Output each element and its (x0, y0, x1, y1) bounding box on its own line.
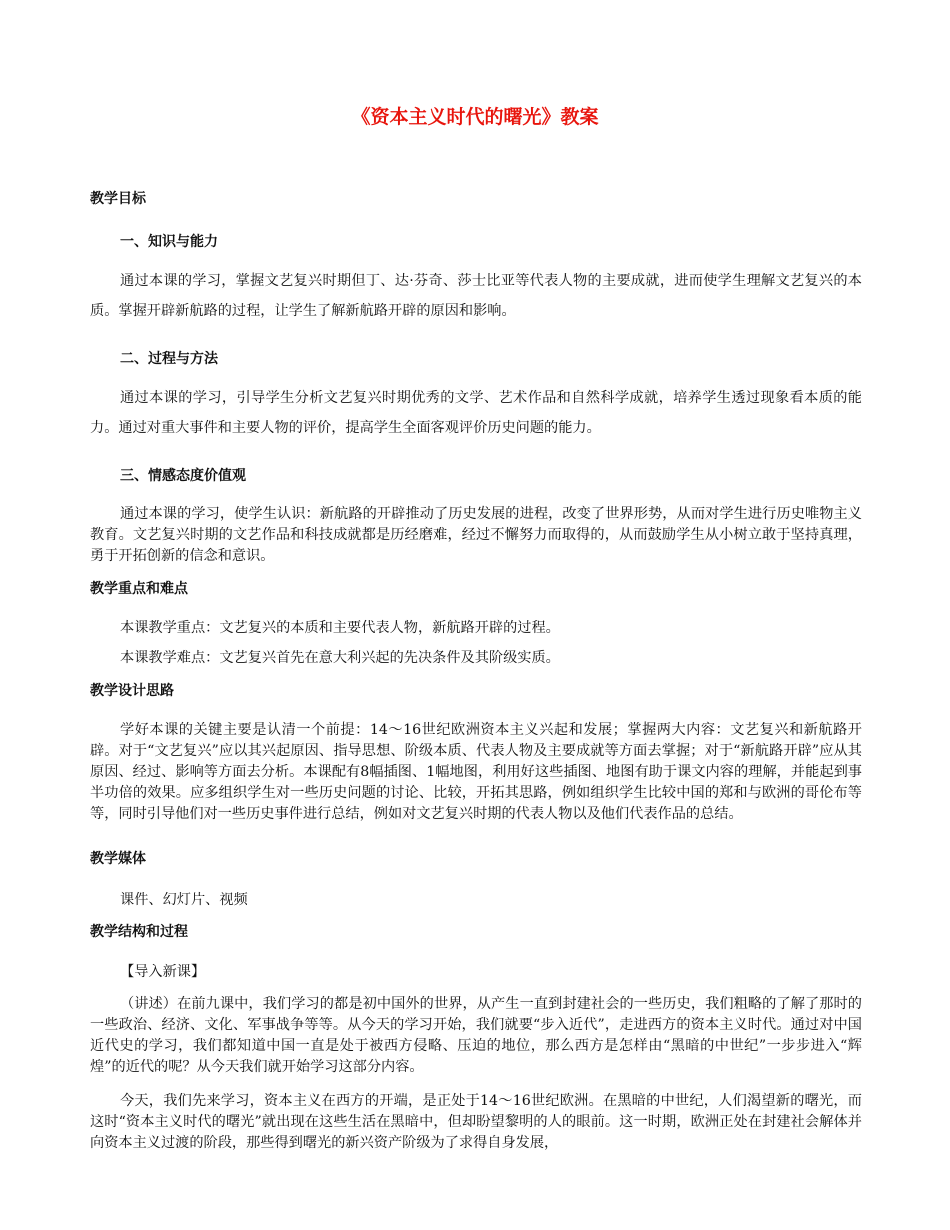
document-title: 《资本主义时代的曙光》教案 (351, 106, 599, 128)
heading-process: 二、过程与方法 (120, 351, 218, 367)
heading-key-points: 教学重点和难点 (90, 581, 188, 597)
paragraph-knowledge: 通过本课的学习，掌握文艺复兴时期但丁、达·芬奇、莎士比亚等代表人物的主要成就，进而使学生理解文艺复兴的本质。掌握开辟新航路的过程，让学生了解新航路开辟的原因和影响。 (90, 273, 862, 319)
paragraph-media: 课件、幻灯片、视频 (120, 892, 248, 908)
heading-structure: 教学结构和过程 (90, 924, 188, 940)
heading-media: 教学媒体 (90, 851, 146, 867)
intro-label: 【导入新课】 (120, 964, 206, 980)
paragraph-key: 本课教学重点：文艺复兴的本质和主要代表人物，新航路开辟的过程。 (120, 620, 560, 636)
paragraph-intro: （讲述）在前九课中，我们学习的都是初中国外的世界，从产生一直到封建社会的一些历史，我们粗略的了解了那时的一些政治、经济、文化、军事战争等等。从今天的学习开始，我们就要“步入近代”，走进西方的资本主义时代。通过对中国近代史的学习，我们都知道中国一直是处于被西方侵略、压迫的地位，那么西方是怎样由“黑暗的中世纪”一步步进入“辉煌”的近代的呢？从今天我们就开始学习这部分内容。 (90, 996, 862, 1075)
heading-values: 三、情感态度价值观 (120, 468, 246, 484)
heading-design: 教学设计思路 (90, 683, 174, 699)
paragraph-today: 今天，我们先来学习，资本主义在西方的开端，是正处于14～16世纪欧洲。在黑暗的中世纪，人们渴望新的曙光，而这时“资本主义时代的曙光”就出现在这些生活在黑暗中，但却盼望黎明的人的眼前。这一时期，欧洲正处在封建社会解体并向资本主义过渡的阶段，那些得到曙光的新兴资产阶级为了求得自身发展， (90, 1093, 862, 1151)
paragraph-values: 通过本课的学习，使学生认识：新航路的开辟推动了历史发展的进程，改变了世界形势，从而对学生进行历史唯物主义教育。文艺复兴时期的文艺作品和科技成就都是历经磨难，经过不懈努力而取得的，从而鼓励学生从小树立敢于坚持真理，勇于开拓创新的信念和意识。 (90, 506, 862, 564)
heading-knowledge: 一、知识与能力 (120, 234, 218, 250)
heading-objectives: 教学目标 (90, 191, 146, 207)
paragraph-design: 学好本课的关键主要是认清一个前提：14～16世纪欧洲资本主义兴起和发展；掌握两大内容：文艺复兴和新航路开辟。对于“文艺复兴”应以其兴起原因、指导思想、阶级本质、代表人物及主要成就等方面去掌握；对于“新航路开辟”应从其原因、经过、影响等方面去分析。本课配有8幅插图、1幅地图，利用好这些插图、地图有助于课文内容的理解，并能起到事半功倍的效果。应多组织学生对一些历史问题的讨论、比较，开拓其思路，例如组织学生比较中国的郑和与欧洲的哥伦布等等，同时引导他们对一些历史事件进行总结，例如对文艺复兴时期的代表人物以及他们代表作品的总结。 (90, 722, 862, 822)
paragraph-difficult: 本课教学难点：文艺复兴首先在意大利兴起的先决条件及其阶级实质。 (120, 650, 560, 666)
paragraph-process: 通过本课的学习，引导学生分析文艺复兴时期优秀的文学、艺术作品和自然科学成就，培养学生透过现象看本质的能力。通过对重大事件和主要人物的评价，提高学生全面客观评价历史问题的能力。 (90, 390, 862, 436)
